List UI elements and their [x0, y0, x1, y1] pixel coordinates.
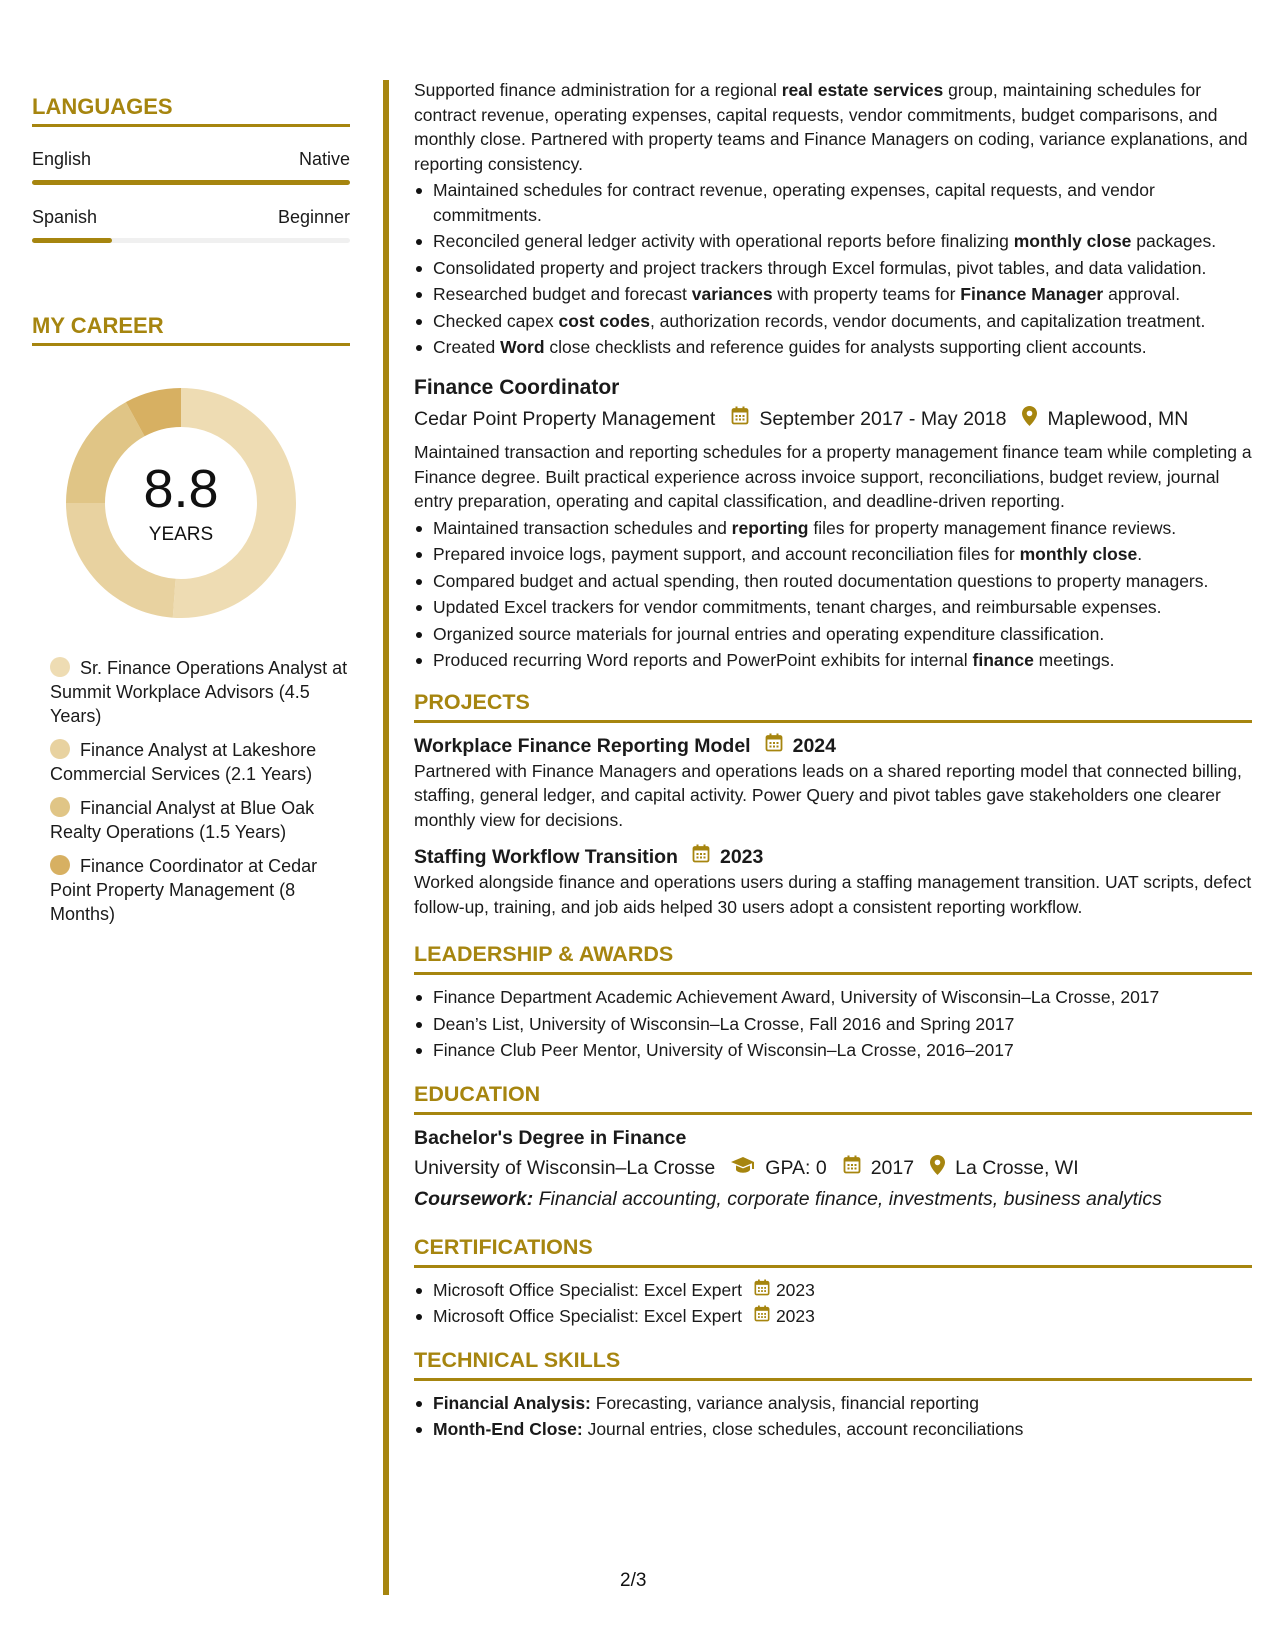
job-bullets [414, 178, 1252, 360]
job-summary: Maintained transaction and reporting schedules for a property management finance team while completing a Finance degree. Built practical experience across invoice support, reconciliations, budget review, journal entry preparation, operating and capital classification, and deadline-driven reporting. [414, 442, 1252, 511]
bullet-item: Reconciled general ledger activity with operational reports before finalizing monthly close packages. [414, 229, 1252, 254]
bullet-item: Maintained transaction schedules and reporting files for property management finance reviews. [414, 516, 1252, 541]
job-bullets [414, 516, 1252, 673]
project-name: Workplace Finance Reporting Model [414, 734, 751, 757]
language-bar [32, 238, 350, 243]
language-level: Native [298, 149, 350, 169]
career-legend-label: Finance Coordinator at Cedar Point Property Management (8 Months) [50, 856, 318, 924]
location-pin-icon [1022, 406, 1037, 433]
leadership-item: Dean’s List, University of Wisconsin–La Crosse, Fall 2016 and Spring 2017 [414, 1012, 1252, 1037]
language-bar [32, 180, 350, 185]
bullet-item: Consolidated property and project trackers through Excel formulas, pivot tables, and data validation. [414, 256, 1252, 281]
project-year: 2024 [792, 734, 836, 757]
bullet-item: Prepared invoice logs, payment support, and account reconciliation files for monthly close. [414, 542, 1252, 567]
skill-label: Month-End Close: [433, 1419, 583, 1439]
legend-dot [50, 855, 70, 875]
education-title: EDUCATION [414, 1079, 1252, 1115]
skills-title: TECHNICAL SKILLS [414, 1345, 1252, 1381]
graduation-cap-icon [731, 1156, 755, 1181]
skill-value: Journal entries, close schedules, account reconciliations [582, 1419, 1024, 1439]
career-legend-item [50, 738, 350, 786]
legend-dot [50, 739, 70, 759]
project-year: 2023 [719, 846, 764, 868]
bullet-item: Checked capex cost codes, authorization records, vendor documents, and capitalization treatment. [414, 309, 1252, 334]
certification-item [414, 1278, 1252, 1303]
skill-label: Financial Analysis: [433, 1392, 591, 1413]
skills-list [414, 1391, 1252, 1442]
career-legend-label: Sr. Finance Operations Analyst at Summit Workplace Advisors (4.5 Years) [50, 658, 348, 726]
job-location: Maplewood, MN [1047, 407, 1189, 430]
coursework-text: Financial accounting, corporate finance, investments, business analytics [533, 1188, 1162, 1210]
career-unit: YEARS [148, 524, 214, 545]
career-legend-item [50, 796, 350, 844]
job-meta [414, 406, 1252, 433]
gpa: GPA: 0 [765, 1156, 827, 1179]
bullet-item: Created Word close checklists and reference guides for analysts supporting client accounts. [414, 335, 1252, 360]
certification-name: Microsoft Office Specialist: Excel Expert [433, 1279, 742, 1300]
language-level: Beginner [277, 207, 350, 227]
leadership-title: LEADERSHIP & AWARDS [414, 939, 1252, 975]
certification-year: 2023 [775, 1279, 815, 1300]
career-legend [50, 656, 350, 926]
job-title: Finance Coordinator [414, 375, 620, 399]
page-number: 2/3 [620, 1570, 647, 1591]
career-legend-item [50, 854, 350, 926]
project-description: Partnered with Finance Managers and operations leads on a shared reporting model that connected billing, staffing, general ledger, and capital activity. Power Query and pivot tables gave stakeholders one clearer monthly view for decisions. [414, 760, 1242, 830]
career-title: MY CAREER [32, 313, 350, 346]
right-column [414, 78, 1252, 1444]
certifications-list [414, 1278, 1252, 1329]
bullet-item: Compared budget and actual spending, then routed documentation questions to property managers. [414, 569, 1252, 594]
project-item [414, 733, 1252, 833]
language-bar-fill [32, 238, 112, 243]
column-divider [383, 80, 389, 1595]
calendar-icon [731, 406, 749, 432]
coursework [414, 1187, 1252, 1212]
projects-title: PROJECTS [414, 687, 1252, 723]
skill-item [414, 1391, 1252, 1416]
job-summary: Supported finance administration for a regional real estate services group, maintaining schedules for contract revenue, operating expenses, capital requests, vendor commitments, budget comparisons, and monthly close. Partnered with property teams and Finance Managers on coding, variance explanations, and reporting consistency. [414, 80, 1248, 174]
company-name: Cedar Point Property Management [414, 407, 716, 430]
school-name: University of Wisconsin–La Crosse [414, 1156, 716, 1179]
bullet-item: Maintained schedules for contract revenue, operating expenses, capital requests, and vendor commitments. [414, 178, 1252, 227]
language-item [32, 149, 350, 185]
job-dates: September 2017 - May 2018 [759, 407, 1007, 430]
location-pin-icon [930, 1155, 945, 1182]
language-name: English [32, 149, 92, 169]
calendar-icon [843, 1155, 861, 1181]
certification-item [414, 1304, 1252, 1329]
career-donut-chart [66, 388, 296, 618]
calendar-icon [754, 1304, 770, 1329]
skill-item [414, 1417, 1252, 1442]
language-bar-fill [32, 180, 350, 185]
legend-dot [50, 797, 70, 817]
project-name: Staffing Workflow Transition [414, 846, 678, 868]
skill-value: Forecasting, variance analysis, financial reporting [590, 1392, 980, 1413]
certification-year: 2023 [775, 1306, 815, 1326]
project-item [414, 844, 1252, 919]
calendar-icon [765, 733, 783, 759]
bullet-item: Organized source materials for journal entries and operating expenditure classification. [414, 622, 1252, 647]
calendar-icon [692, 844, 710, 870]
school-location: La Crosse, WI [955, 1156, 1079, 1179]
career-total: 8.8 [143, 459, 219, 519]
calendar-icon [754, 1278, 770, 1303]
bullet-item: Produced recurring Word reports and PowerPoint exhibits for internal finance meetings. [414, 648, 1252, 673]
language-name: Spanish [32, 207, 98, 227]
project-description: Worked alongside finance and operations users during a staffing management transition. UAT scripts, defect follow-up, training, and job aids helped 30 users adopt a consistent reporting workflow. [414, 872, 1252, 917]
left-column [32, 94, 350, 936]
leadership-list [414, 985, 1252, 1063]
legend-dot [50, 657, 70, 677]
career-legend-label: Finance Analyst at Lakeshore Commercial Services (2.1 Years) [50, 740, 317, 784]
education-meta [414, 1155, 1252, 1182]
graduation-year: 2017 [870, 1156, 915, 1179]
donut-segment [66, 503, 176, 618]
career-legend-item [50, 656, 350, 728]
degree-name: Bachelor's Degree in Finance [414, 1126, 687, 1149]
bullet-item: Researched budget and forecast variances with property teams for Finance Manager approval. [414, 282, 1252, 307]
language-item [32, 207, 350, 243]
career-legend-label: Financial Analyst at Blue Oak Realty Operations (1.5 Years) [50, 798, 315, 842]
certification-name: Microsoft Office Specialist: Excel Expert [433, 1306, 742, 1326]
leadership-item: Finance Club Peer Mentor, University of Wisconsin–La Crosse, 2016–2017 [414, 1038, 1252, 1063]
leadership-item: Finance Department Academic Achievement Award, University of Wisconsin–La Crosse, 2017 [414, 985, 1252, 1010]
languages-title: LANGUAGES [32, 94, 350, 127]
bullet-item: Updated Excel trackers for vendor commitments, tenant charges, and reimbursable expenses. [414, 595, 1252, 620]
coursework-label: Coursework: [414, 1188, 534, 1210]
certifications-title: CERTIFICATIONS [414, 1232, 1252, 1268]
